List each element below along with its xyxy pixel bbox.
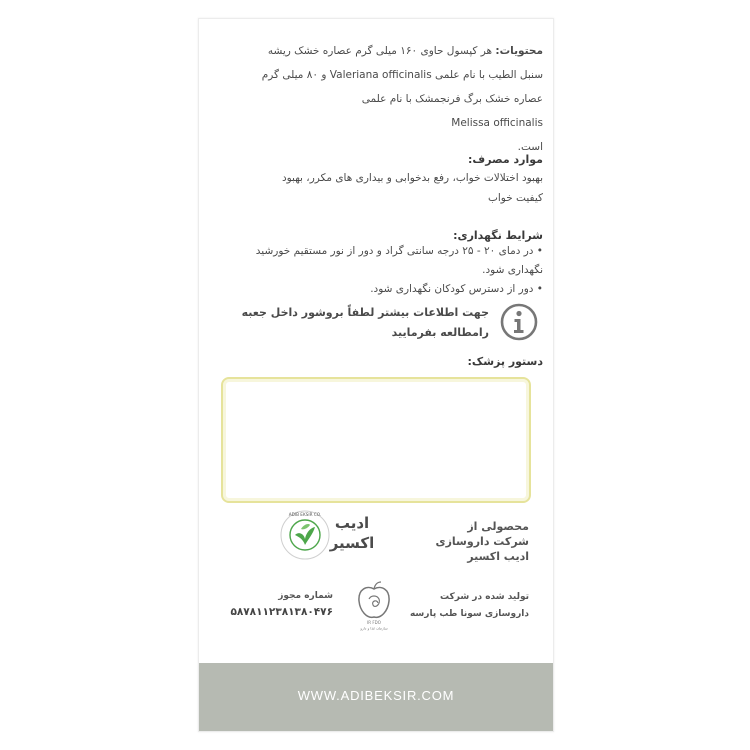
usage-section bbox=[217, 153, 543, 210]
license-number: ۵۸۷۸۱۱۲۳۸۱۳۸۰۴۷۶ bbox=[230, 606, 333, 618]
contents-section bbox=[217, 39, 543, 159]
storage-title: شرایط نگهداری: bbox=[453, 229, 543, 242]
license-block bbox=[217, 591, 333, 618]
contents-text-4: است. bbox=[517, 141, 543, 153]
info-notice bbox=[215, 299, 545, 359]
info-line-2: رامطالعه بفرمایید bbox=[391, 326, 489, 339]
valeriana-latin: Valeriana officinalis bbox=[329, 69, 432, 81]
manufacturer-block bbox=[379, 589, 529, 623]
storage-bullet-1a: • در دمای ۲۰ - ۲۵ درجه سانتی گراد و دور از نور مستقیم خورشید bbox=[255, 245, 543, 257]
manufacturer-line-1: تولید شده در شرکت bbox=[439, 592, 529, 602]
website-url: WWW.ADIBEKSIR.COM bbox=[297, 688, 455, 703]
brand-block bbox=[199, 509, 553, 589]
brand-name-1: ادیب bbox=[334, 514, 370, 532]
panel-content bbox=[199, 19, 553, 659]
contents-line-2 bbox=[217, 63, 543, 87]
info-icon bbox=[499, 302, 539, 342]
fda-logo-caption: سازمان غذا و دارو bbox=[360, 626, 388, 631]
contents-text-1: هر کپسول حاوی ۱۶۰ میلی گرم عصاره خشک ریشه bbox=[267, 45, 493, 57]
usage-line-2: کیفیت خواب bbox=[487, 192, 543, 204]
brand-desc-2: شرکت داروسازی bbox=[435, 535, 529, 548]
fda-logo-text: IR FDO bbox=[367, 620, 381, 625]
brand-description bbox=[379, 519, 529, 564]
contents-line-1 bbox=[217, 39, 543, 63]
storage-bullet-1b: نگهداری شود. bbox=[482, 264, 543, 276]
prescription-section bbox=[217, 355, 543, 368]
info-line-1: جهت اطلاعات بیشتر لطفاً بروشور داخل جعبه bbox=[241, 306, 489, 319]
usage-title: موارد مصرف: bbox=[468, 153, 543, 166]
contents-text-2b: و ۸۰ میلی گرم bbox=[261, 69, 327, 81]
melissa-latin: Melissa officinalis bbox=[451, 117, 543, 129]
usage-line-1: بهبود اختلالات خواب، رفع بدخوابی و بیداری های مکرر، بهبود bbox=[281, 172, 543, 184]
manufacturer-line-2: داروسازی سونا طب پارسه bbox=[409, 609, 529, 619]
storage-section bbox=[217, 229, 543, 299]
contents-title: محتویات: bbox=[495, 45, 543, 57]
brand-desc-3: ادیب اکسیر bbox=[467, 550, 529, 563]
contents-text-2a: سنبل الطیب با نام علمی bbox=[435, 69, 543, 81]
storage-bullet-2: • دور از دسترس کودکان نگهداری شود. bbox=[370, 283, 543, 295]
product-box-panel bbox=[198, 18, 554, 732]
prescription-title: دستور پزشک: bbox=[467, 355, 543, 368]
contents-line-3 bbox=[217, 87, 543, 111]
footer-band bbox=[199, 663, 553, 731]
contents-line-3-latin bbox=[217, 111, 543, 135]
brand-wordmark bbox=[317, 513, 387, 553]
brand-name-2: اکسیر bbox=[329, 534, 375, 552]
seal-text: ADIB EKSIR CO. bbox=[288, 512, 322, 517]
info-text bbox=[229, 303, 489, 343]
contents-text-3: عصاره خشک برگ فرنجمشک با نام علمی bbox=[361, 93, 543, 105]
prescription-box bbox=[221, 377, 531, 503]
license-label: شماره مجوز bbox=[278, 591, 333, 601]
brand-desc-1: محصولی از bbox=[467, 520, 529, 533]
